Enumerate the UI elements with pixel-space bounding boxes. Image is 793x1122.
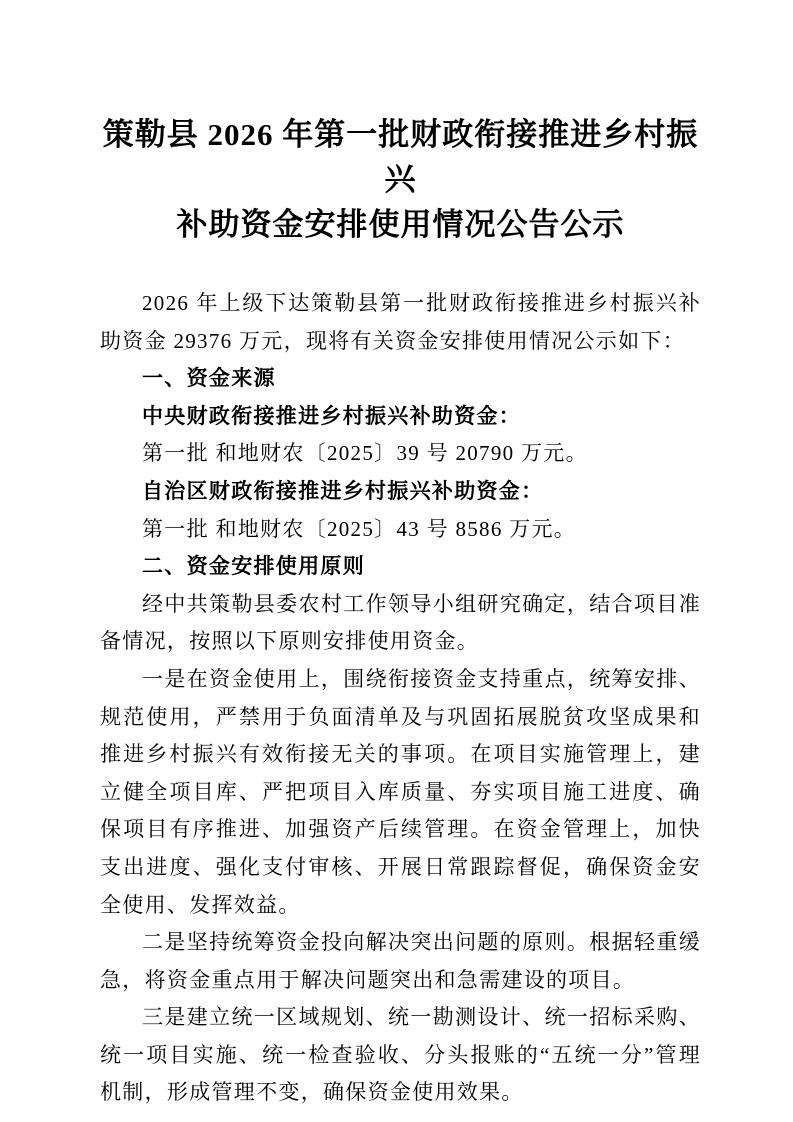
paragraph-intro: 2026 年上级下达策勒县第一批财政衔接推进乡村振兴补助资金 29376 万元，现将有关资金安排使用情况公示如下：: [100, 291, 701, 353]
subsection-heading-central-funds: 中央财政衔接推进乡村振兴补助资金：: [142, 404, 522, 428]
paragraph-principle-two: 二是坚持统筹资金投向解决突出问题的原则。根据轻重缓急，将资金重点用于解决问题突出和急需建设的项目。: [100, 930, 701, 992]
document-title-line-1: 策勒县 2026 年第一批财政衔接推进乡村振兴: [102, 117, 699, 197]
paragraph-central-funds-amount: 第一批 和地财农〔2025〕39 号 20790 万元。: [142, 441, 588, 466]
section-heading-usage-principles: 二、资金安排使用原则: [142, 555, 365, 579]
section-heading-funding-source: 一、资金来源: [142, 367, 276, 391]
document-title: [100, 0, 701, 247]
paragraph-principle-one: 一是在资金使用上，围绕衔接资金支持重点，统筹安排、规范使用，严禁用于负面清单及与巩固拓展脱贫攻坚成果和推进乡村振兴有效衔接无关的事项。在项目实施管理上，建立健全项目库、严把项目入库质量、夯实项目施工进度、确保项目有序推进、加强资产后续管理。在资金管理上，加快支出进度、强化支付审核、开展日常跟踪督促，确保资金安全使用、发挥效益。: [100, 666, 701, 917]
document-body: [100, 285, 701, 1112]
document-content: [100, 0, 701, 1112]
paragraph-regional-funds-amount: 第一批 和地财农〔2025〕43 号 8586 万元。: [142, 516, 577, 541]
paragraph-principle-three: 三是建立统一区域规划、统一勘测设计、统一招标采购、统一项目实施、统一检查验收、分头报账的“五统一分”管理机制，形成管理不变，确保资金使用效果。: [100, 1005, 701, 1105]
subsection-heading-regional-funds: 自治区财政衔接推进乡村振兴补助资金：: [142, 479, 544, 503]
document-title-line-2: 补助资金安排使用情况公告公示: [176, 207, 625, 242]
paragraph-principles-intro: 经中共策勒县委农村工作领导小组研究确定，结合项目准备情况，按照以下原则安排使用资金。: [100, 591, 701, 654]
